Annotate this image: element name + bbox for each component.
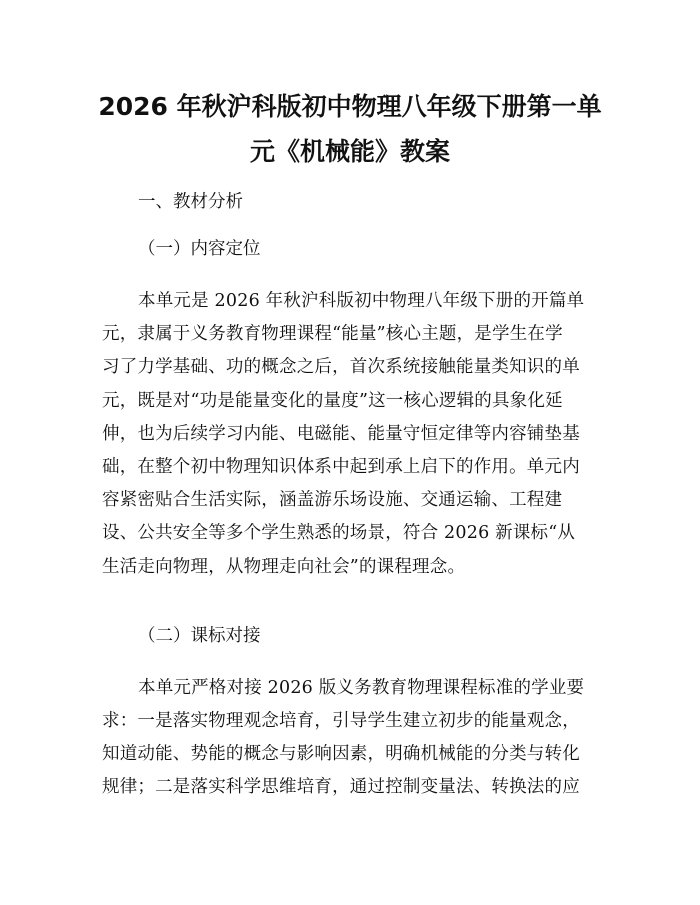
subsection-heading-curriculum-alignment: （二）课标对接 bbox=[138, 626, 261, 646]
document-title-line-1: 2026 年秋沪科版初中物理八年级下册第一单 bbox=[98, 92, 602, 121]
paragraph-line: 容紧密贴合生活实际，涵盖游乐场设施、交通运输、工程建 bbox=[102, 490, 563, 510]
paragraph-line: 求：一是落实物理观念培育，引导学生建立初步的能量观念， bbox=[102, 711, 580, 731]
paragraph-line: 生活走向物理，从物理走向社会”的课程理念。 bbox=[102, 557, 466, 577]
paragraph-line: 本单元是 2026 年秋沪科版初中物理八年级下册的开篇单 bbox=[138, 291, 585, 311]
subsection-heading-content-positioning: （一）内容定位 bbox=[138, 239, 261, 259]
paragraph-line: 元，既是对“功是能量变化的量度”这一核心逻辑的具象化延 bbox=[102, 391, 563, 411]
paragraph-line: 元，隶属于义务教育物理课程“能量”核心主题，是学生在学 bbox=[102, 324, 563, 344]
paragraph-line: 础，在整个初中物理知识体系中起到承上启下的作用。单元内 bbox=[102, 457, 580, 477]
paragraph-line: 知道动能、势能的概念与影响因素，明确机械能的分类与转化 bbox=[102, 744, 580, 764]
paragraph-line: 习了力学基础、功的概念之后，首次系统接触能量类知识的单 bbox=[102, 357, 580, 377]
paragraph-line: 设、公共安全等多个学生熟悉的场景，符合 2026 新课标“从 bbox=[102, 523, 576, 543]
document-title-line-2: 元《机械能》教案 bbox=[249, 137, 450, 166]
paragraph-line: 本单元严格对接 2026 版义务教育物理课程标准的学业要 bbox=[138, 678, 585, 698]
section-heading-textbook-analysis: 一、教材分析 bbox=[138, 192, 243, 212]
paragraph-line: 规律；二是落实科学思维培育，通过控制变量法、转换法的应 bbox=[102, 777, 580, 797]
paragraph-line: 伸，也为后续学习内能、电磁能、能量守恒定律等内容铺垫基 bbox=[102, 424, 580, 444]
